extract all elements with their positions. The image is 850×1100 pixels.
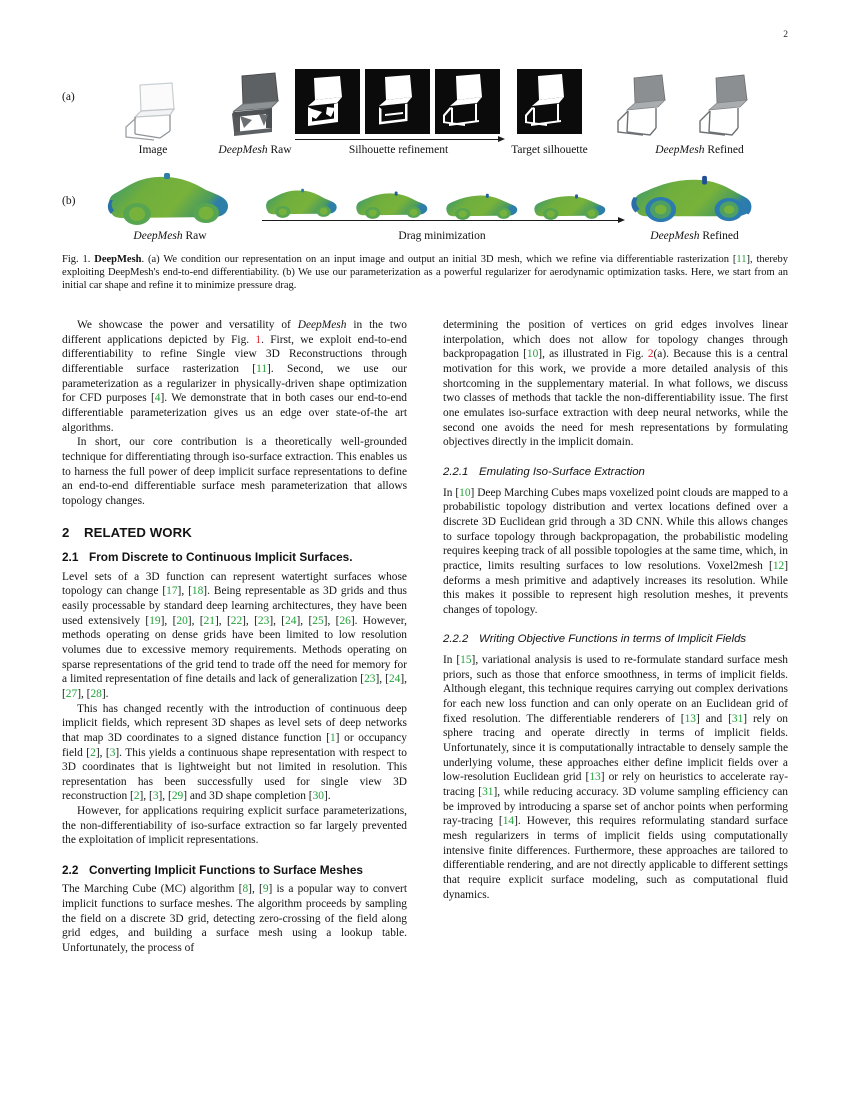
p4-ref-30[interactable]: 30 [312,790,324,803]
section-heading-related-work [62,525,407,542]
label-deepmesh-refined-a-plain: Refined [704,144,744,156]
car-step-3 [442,186,522,224]
label-deepmesh-refined-b [622,230,767,242]
p3-t8: ], [ [269,614,286,627]
p3-t7: ], [ [242,614,258,627]
paragraph-determining-position [443,318,788,450]
label-deepmesh-refined-a-italic: DeepMesh [655,144,705,156]
figure-caption [62,254,788,292]
label-target-silhouette: Target silhouette [511,144,588,156]
subsection-2-1-number: 2.1 [62,550,79,565]
p4-t1: This has changed recently with the introduction of continuous deep implicit fields, which represent 3D shapes as level sets of deep networks that map 3D coordinates to a signed distance function [ [62,702,407,744]
subsubsection-2-2-1-title: Emulating Iso-Surface Extraction [479,465,645,478]
r3-t2: ], variational analysis is used to re-formulate standard surface mesh priors, such as those that enforce smoothness, in terms of implicit fields. Although elegant, this technique requires carrying out complex derivations for each new loss function and can only operate on an Euclidean grid of fixed resolution. The differentiable renderers of [ [443,654,788,725]
left-column [62,318,407,956]
r3-ref-31b[interactable]: 31 [482,786,494,799]
p4-t6: ], [ [158,790,172,803]
p1-deepmesh: DeepMesh [297,319,347,331]
r1-t3: (a). Because this is a central motivation for this work, we provide a more detailed analysis of this shortcoming in the supplementary material. In what follows, we discuss two classes of methods that tackle the non-differentiability issue. The first one emulates iso-surface extraction with deep neural networks, while the second one avoids the need for mesh representations by formulating objectives directly in the implicit domain. [443,348,788,449]
label-deepmesh-refined-b-italic: DeepMesh [650,230,700,242]
deepmesh-raw-chair [214,66,296,144]
p3-t15: ]. [101,687,109,700]
p3-t3: ]. Being representable as 3D grids and thus easily processable by standard deep learning architectures, they have been used extensively [ [62,585,407,627]
r3-ref-31[interactable]: 31 [731,712,744,725]
figure-row-b-label: (b) [62,195,76,207]
r2-ref-10[interactable]: 10 [459,486,471,499]
car-deepmesh-raw [102,170,237,228]
paragraph-variational-analysis [443,653,788,902]
subsubsection-heading-2-2-1 [443,465,788,480]
paragraph-however-explicit: However, for applications requiring explicit surface parameterizations, the non-differentiability of iso-surface extraction so far largely prevented the exploitation of implicit representations. [62,805,407,847]
silhouette-refinement-arrow-line [295,139,500,140]
p4-t3: ], [ [95,746,110,759]
p6-ref-8[interactable]: 8 [242,883,249,896]
p3-ref-23[interactable]: 23 [257,614,270,627]
p4-t7: ] and 3D shape completion [ [183,790,313,803]
figure-caption-ref-11[interactable]: 11 [736,254,747,265]
subsection-2-2-title: Converting Implicit Functions to Surface Meshes [89,863,363,878]
subsection-2-2-number: 2.2 [62,863,79,878]
r2-ref-12[interactable]: 12 [772,559,785,572]
label-deepmesh-raw-a-plain: Raw [267,144,292,156]
p3-t10: ], [ [323,614,340,627]
silhouette-refinement-arrow-head [498,136,505,142]
p3-ref-24b[interactable]: 24 [388,673,401,686]
p1-t1: We showcase the power and versatility of [77,319,298,331]
p6-t1: The Marching Cube (MC) algorithm [ [62,883,243,896]
p3-ref-19[interactable]: 19 [149,614,161,627]
p3-ref-27[interactable]: 27 [65,687,78,700]
p3-t14: ], [ [77,687,91,700]
drag-minimization-arrow-head [618,217,625,223]
p3-ref-26[interactable]: 26 [339,614,351,627]
r3-t6: ], while reducing accuracy. 3D volume sampling efficiency can be improved by introducing a sparse set of anchor points when performing ray-tracing [ [443,786,789,828]
paragraph-showcase [62,318,407,435]
p3-ref-25[interactable]: 25 [312,614,324,627]
p3-t6: ], [ [214,614,231,627]
paragraph-deep-implicit-fields [62,702,407,805]
paragraph-level-sets [62,570,407,702]
r3-t5: ] or rely on heuristics to accelerate ray-tracing [ [443,771,788,799]
subsubsection-heading-2-2-2 [443,632,788,647]
p4-t8: ]. [323,790,331,803]
p6-t3: ] is a popular way to convert implicit functions to surface meshes. The algorithm proceeds by sampling the field on a discrete 3D grid, detecting zero-crossing of the field along grid edges, and building a surface mesh using a lookup table. Unfortunately, the process of [62,883,407,954]
p4-ref-3[interactable]: 3 [109,746,116,759]
car-step-2 [352,185,432,223]
label-deepmesh-raw-b [100,230,240,242]
subsection-heading-2-1 [62,550,407,565]
label-deepmesh-refined-b-plain: Refined [699,230,739,242]
paragraph-deep-marching-cubes [443,486,788,618]
p3-ref-23b[interactable]: 23 [364,673,376,686]
page-number: 2 [783,30,788,40]
p4-ref-2[interactable]: 2 [90,746,96,759]
p3-ref-21[interactable]: 21 [203,614,215,627]
label-silhouette-refinement: Silhouette refinement [348,144,449,156]
p3-ref-18[interactable]: 18 [191,585,204,598]
subsubsection-2-2-2-title: Writing Objective Functions in terms of Implicit Fields [479,633,747,646]
p1-ref-fig1[interactable]: 1 [255,333,262,346]
paragraph-contribution: In short, our core contribution is a theoretically well-grounded technique for differentiating through iso-surface extraction. This enables us to harness the full power of deep implicit surface representations to define an end-to-end differentiable surface mesh parameterization that allows topology changes. [62,436,407,507]
label-deepmesh-raw-a-italic: DeepMesh [218,144,268,156]
paragraph-marching-cube [62,882,407,955]
right-column [443,318,788,902]
silhouette-box-1 [295,69,360,134]
p6-t2: ], [ [248,883,263,896]
silhouette-box-2 [365,69,430,134]
car-deepmesh-refined [627,170,757,226]
r3-t3: ] and [ [696,712,732,725]
r1-ref-10[interactable]: 10 [526,348,539,361]
p3-t11: ]. However, methods operating on dense grids have been limited to low resolution volumes due to excessive memory requirements. Methods operating on sparse representations of the grid tend to trade off the need for memory for a limited representation of fine details and lack of generalization [ [62,614,407,686]
p1-t3: . First, we exploit end-to-end differentiability to refine Single view 3D Reconstructions through differentiable surface rasterization [ [62,333,407,375]
subsection-2-1-title: From Discrete to Continuous Implicit Surfaces. [89,550,353,565]
car-step-4 [530,186,610,224]
figure-caption-title: DeepMesh [94,254,142,265]
p4-ref-2b[interactable]: 2 [133,790,140,803]
r1-t2: ], as illustrated in Fig. [538,348,648,361]
r2-t3: ] deforms a mesh primitive and adaptively increases its resolution. While this makes it possible to represent high resolution meshes, it prevents changes of topology. [443,559,788,616]
r3-ref-14[interactable]: 14 [502,815,515,828]
r1-ref-fig2[interactable]: 2 [647,348,654,361]
r3-t1: In [ [443,654,461,667]
r3-ref-15[interactable]: 15 [460,654,472,667]
input-image-chair [114,71,192,143]
p4-t2: ] or occupancy field [ [62,731,407,759]
figure-caption-part1: . (a) We condition our representation on an input image and output an initial 3D mesh, which we refine via differentiable rasterization [ [141,254,737,265]
r2-t2: ] Deep Marching Cubes maps voxelized point clouds are mapped to a probabilistic topology distribution and vertex locations defined over a discrete 3D Euclidean grid through a 3D CNN. While this allows changes to surface topology through backpropagation, the probabilistic modeling requires keeping track of all possible topologies at the same time, which, in practice, limits resulting surfaces to low resolutions. Voxel2mesh [ [443,486,788,572]
subsubsection-2-2-2-number: 2.2.2 [443,633,469,646]
p4-t4: ]. This yields a continuous shape representation with respect to 3D coordinates that is lightweight but not limited in resolution. This representation has been successfully used for single view 3D reconstruction [ [62,746,408,803]
figure-row-a-label: (a) [62,91,75,103]
r3-ref-13b[interactable]: 13 [589,771,601,784]
p3-ref-22[interactable]: 22 [230,614,243,627]
section-2-title: RELATED WORK [84,524,192,540]
p4-ref-1[interactable]: 1 [329,731,336,744]
p4-ref-3b[interactable]: 3 [152,790,159,803]
p3-ref-20[interactable]: 20 [176,614,188,627]
p1-ref-4[interactable]: 4 [154,392,161,405]
r2-t1: In [ [443,486,460,499]
r1-t1: determining the position of vertices on grid edges involves linear interpolation, which does not allow for topology changes through backpropagation [ [443,319,788,361]
label-image: Image [138,144,168,156]
p1-ref-11[interactable]: 11 [256,362,268,375]
label-deepmesh-raw-b-italic: DeepMesh [133,230,183,242]
p3-ref-28[interactable]: 28 [90,687,102,700]
p3-ref-17[interactable]: 17 [166,585,178,598]
p3-t13: ], [ [62,673,407,700]
subsection-heading-2-2 [62,863,407,878]
p1-t4: ]. Second, we use our parameterization as a regularizer in physically-driven shape optimization for CFD purposes [ [62,362,408,405]
drag-minimization-arrow-line [262,220,620,221]
target-silhouette-box [517,69,582,134]
deepmesh-refined-chair-1 [610,70,690,144]
p3-t12: ], [ [375,673,389,686]
label-deepmesh-raw-b-plain: Raw [182,230,207,242]
section-2-number: 2 [62,524,70,540]
figure-1 [62,58,788,298]
figure-caption-prefix: Fig. 1. [62,254,95,265]
p3-t9: ], [ [296,614,313,627]
p3-t2: ], [ [177,585,192,598]
p3-ref-24[interactable]: 24 [285,614,297,627]
deepmesh-refined-chair-2 [692,70,772,144]
p4-ref-29[interactable]: 29 [171,790,184,803]
r3-t4: ] rely on sphere tracing and operate directly in terms of implicit fields. Unfortunately, since it is computationally intractable to densely sample the underlying volume, these approaches either define implicit fields over a low-resolution Euclidean grid [ [443,712,788,784]
r3-t7: ]. However, this requires reformulating standard surface mesh regularizers in terms of implicit fields using computationally intensive finite differences. Furthermore, these approaches are tailored to differentiable rendering, and are not directly applicable to different settings that require explicit surface modeling, such as computational fluid dynamics. [443,815,788,901]
p3-t4: ], [ [160,614,177,627]
label-deepmesh-raw-a [192,144,318,156]
figure-caption-part2: ], thereby exploiting DeepMesh's end-to-end differentiability. (b) We use our parameterization as a powerful regularizer for aerodynamic optimization tasks. Here, we start from an initial car shape and refine it to minimize pressure drag. [62,254,788,291]
silhouette-box-3 [435,69,500,134]
p3-t1: Level sets of a 3D function can represent watertight surfaces whose topology can change [ [62,570,407,598]
p3-t5: ], [ [187,614,204,627]
r3-ref-13[interactable]: 13 [684,712,696,725]
subsubsection-2-2-1-number: 2.2.1 [443,465,469,478]
p4-t5: ], [ [139,790,153,803]
p1-t5: ]. We demonstrate that in both cases our end-to-end differentiable parameterization gives us an edge over state-of-the art algorithms. [62,392,407,434]
p6-ref-9[interactable]: 9 [262,883,269,896]
car-step-1 [262,183,342,223]
label-deepmesh-refined-a [627,144,772,156]
p1-t2: in the two different applications depicted by Fig. [62,319,407,346]
label-drag-minimization: Drag minimization [398,230,486,242]
